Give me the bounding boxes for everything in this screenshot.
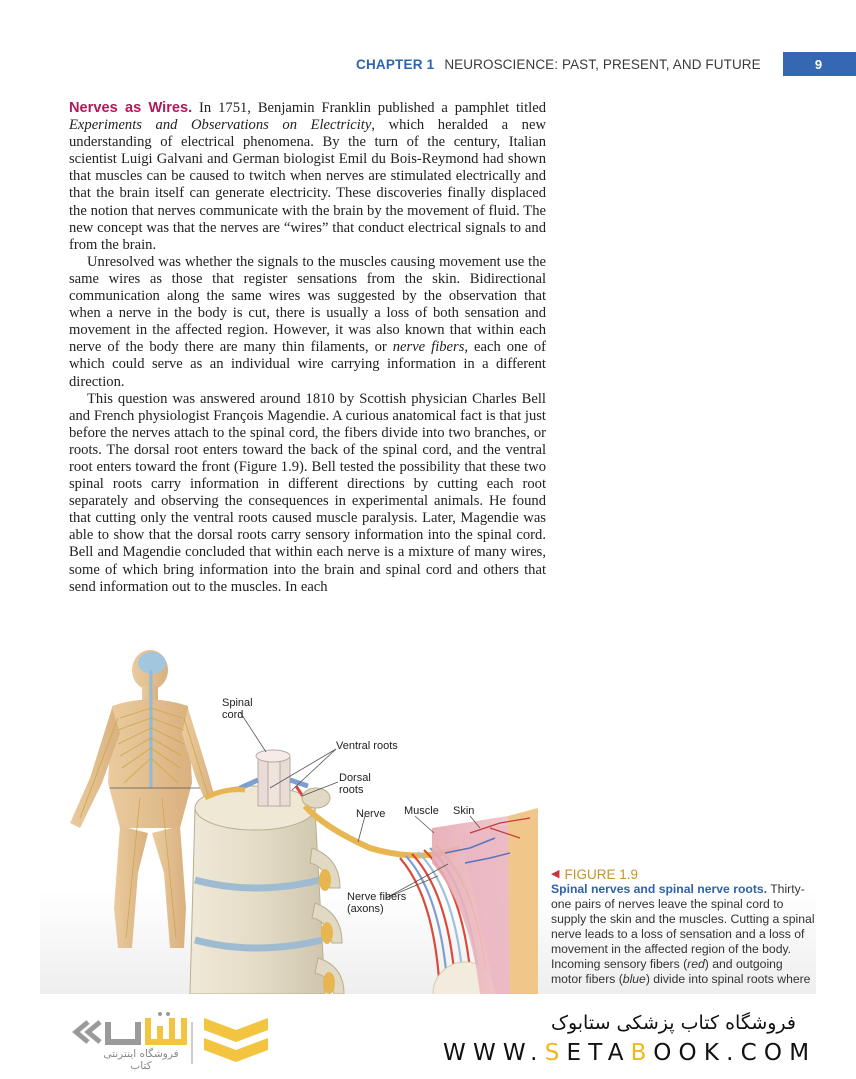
logo-tagline: فروشگاه اینترنتی کتاب (103, 1048, 179, 1072)
body-text (69, 100, 546, 596)
setabook-logo (68, 1008, 348, 1072)
paragraph-bell-magendie: This question was answered around 1810 by Scottish physician Charles Bell and French physiologist François Magendie. A curious anatomical fact is that just before the nerves attach to the spinal cord, the fibers divide into two branches, or roots. The dorsal root enters toward the back of the spinal cord, and the ventral root enters toward the front (Figure 1.9). Bell tested the possibility that these two spinal roots carry information in different directions by cutting each root separately and observing the consequences in experimental animals. He found that cutting only the ventral roots caused muscle paralysis. Later, Magendie was able to show that the dorsal roots carry sensory information into the spinal cord. Bell and Magendie concluded that within each nerve is a mixture of many wires, some of which bring information into the brain and spinal cord and others that send information out to the muscles. In each (69, 390, 546, 595)
label-ventral-roots: Ventral roots (336, 740, 398, 752)
paragraph-nerves-as-wires: Nerves as Wires. In 1751, Benjamin Franklin published a pamphlet titled Experiments and Observations on Electricity, which heralded a new understanding of electrical phenomena. By the turn of the century, Italian scientist Luigi Galvani and German biologist Emil du Bois-Reymond had shown that muscles can be caused to twitch when nerves are stimulated electrically and that the brain itself can generate electricity. These discoveries finally displaced the notion that nerves communicate with the brain by the movement of fluid. The new concept was that the nerves are “wires” that conduct electrical signals to and from the brain. (69, 100, 546, 253)
paragraph-unresolved: Unresolved was whether the signals to the muscles causing movement use the same wires as those that register sensations from the skin. Bidirectional communication along the same wires was suggested by the observation that when a nerve in the body is cut, there is usually a loss of both sensation and movement in the affected region. However, it was also known that within each nerve of the body there are many thin filaments, or nerve fibers, each one of which could serve as an individual wire carrying information in a different direction. (69, 253, 546, 390)
caption-body: Spinal nerves and spinal nerve roots. Thirty-one pairs of nerves leave the spinal cord to supply the skin and the muscles. Cutting a spinal nerve leads to a loss of sensation and a loss of movement in the affected region of the body. Incoming sensory fibers (red) and outgoing motor fibers (blue) divide into spinal roots where (551, 882, 815, 986)
book-title: Experiments and Observations on Electricity (69, 117, 372, 134)
label-nerve-fibers: Nerve fibers (axons) (347, 891, 407, 915)
caption-pointer-icon: ◀ (551, 868, 560, 880)
label-spinal-cord: Spinal cord (222, 697, 253, 721)
watermark-footer (0, 994, 856, 1079)
running-header (356, 52, 761, 76)
label-skin: Skin (453, 805, 475, 817)
run-in-heading: Nerves as Wires. (69, 100, 193, 116)
chapter-title: NEUROSCIENCE: PAST, PRESENT, AND FUTURE (444, 56, 761, 72)
store-url: WWW.SETABOOK.COM (443, 1040, 817, 1066)
page-number: 9 (783, 52, 856, 76)
chapter-label: CHAPTER 1 (356, 56, 435, 72)
term-nerve-fibers: nerve fibers (392, 339, 465, 356)
label-dorsal-roots: Dorsal roots (339, 772, 371, 796)
store-name-persian: فروشگاه کتاب پزشکی ستابوک (550, 1012, 796, 1034)
label-muscle: Muscle (404, 805, 439, 817)
label-nerve: Nerve (356, 808, 386, 820)
figure-number: ◀ FIGURE 1.9 (551, 867, 638, 882)
caption-title: Spinal nerves and spinal nerve roots. (551, 882, 768, 896)
figure-caption (551, 867, 816, 993)
